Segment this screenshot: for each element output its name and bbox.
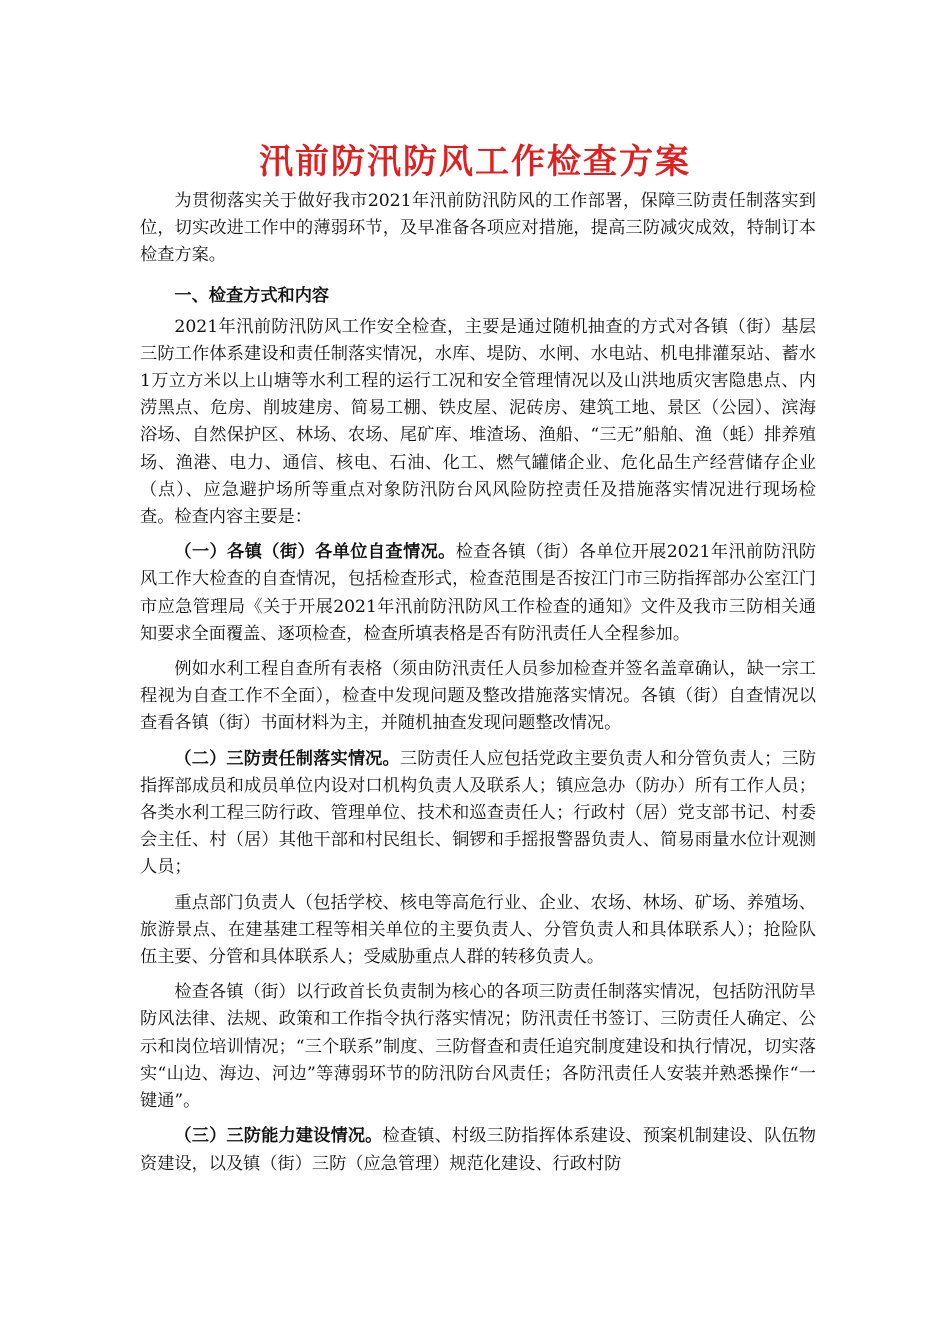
intro-paragraph: 为贯彻落实关于做好我市2021年汛前防汛防风的工作部署，保障三防责任制落实到位，切实改进工作中的薄弱环节，及早准备各项应对措施，提高三防减灾成效，特制订本检查方案。 <box>140 191 816 266</box>
document-body <box>140 188 816 1178</box>
item-3-paragraph <box>140 1123 816 1177</box>
item-1-extra-paragraph: 例如水利工程自查所有表格（须由防汛责任人员参加检查并签名盖章确认，缺一宗工程视为自查工作不全面），检查中发现问题及整改措施落实情况。各镇（街）自查情况以查看各镇（街）书面材料为主，并随机抽查发现问题整改情况。 <box>140 659 816 734</box>
item-1-paragraph <box>140 539 816 648</box>
item-1-lead: （一）各镇（街）各单位自查情况。 <box>174 542 456 563</box>
item-3-lead: （三）三防能力建设情况。 <box>174 1126 383 1147</box>
item-1-text: 检查各镇（街）各单位开展2021年汛前防汛防风工作大检查的自查情况，包括检查形式，检查范围是否按江门市三防指挥部办公室江门市应急管理局《关于开展2021年汛前防汛防风工作检查的通知》文件及我市三防相关通知要求全面覆盖、逐项检查，检查所填表格是否有防汛责任人全程参加。 <box>140 542 816 644</box>
section-heading: 一、检查方式和内容 <box>174 285 330 306</box>
item-3-text: 检查镇、村级三防指挥体系建设、预案机制建设、队伍物资建设，以及镇（街）三防（应急管理）规范化建设、行政村防 <box>140 1126 816 1174</box>
item-2-paragraph <box>140 746 816 882</box>
document-title: 汛前防汛防风工作检查方案 <box>259 142 691 182</box>
item-2-extra-paragraph-2: 检查各镇（街）以行政首长负责制为核心的各项三防责任制落实情况，包括防汛防旱防风法律、法规、政策和工作指令执行落实情况；防汛责任书签订、三防责任人确定、公示和岗位培训情况；“三个联系”制度、三防督查和责任追究制度建设和执行情况，切实落实“山边、海边、河边”等薄弱环节的防汛防台风责任；各防汛责任人安装并熟悉操作“一键通”。 <box>140 982 816 1112</box>
item-2-extra-paragraph-1: 重点部门负责人（包括学校、核电等高危行业、企业、农场、林场、矿场、养殖场、旅游景点、在建基建工程等相关单位的主要负责人、分管负责人和具体联系人）；抢险队伍主要、分管和具体联系人；受威胁重点人群的转移负责人。 <box>140 892 816 968</box>
section-body-paragraph: 2021年汛前防汛防风工作安全检查，主要是通过随机抽查的方式对各镇（街）基层三防工作体系建设和责任制落实情况，水库、堤防、水闸、水电站、机电排灌泵站、蓄水1万立方米以上山塘等水利工程的运行工况和安全管理情况以及山洪地质灾害隐患点、内涝黑点、危房、削坡建房、简易工棚、铁皮屋、泥砖房、建筑工地、景区（公园）、滨海浴场、自然保护区、林场、农场、尾矿库、堆渣场、渔船、“三无”船舶、渔（蚝）排养殖场、渔港、电力、通信、核电、石油、化工、燃气罐储企业、危化品生产经营储存企业（点）、应急避护场所等重点对象防汛防台风风险防控责任及措施落实情况进行现场检查。检查内容主要是： <box>140 316 816 528</box>
item-2-lead: （二）三防责任制落实情况。 <box>174 748 400 769</box>
item-2-text: 三防责任人应包括党政主要负责人和分管负责人；三防指挥部成员和成员单位内设对口机构负责人及联系人；镇应急办（防办）所有工作人员；各类水利工程三防行政、管理单位、技术和巡查责任人；行政村（居）党支部书记、村委会主任、村（居）其他干部和村民组长、铜锣和手摇报警器负责人、简易雨量水位计观测人员； <box>140 748 816 878</box>
